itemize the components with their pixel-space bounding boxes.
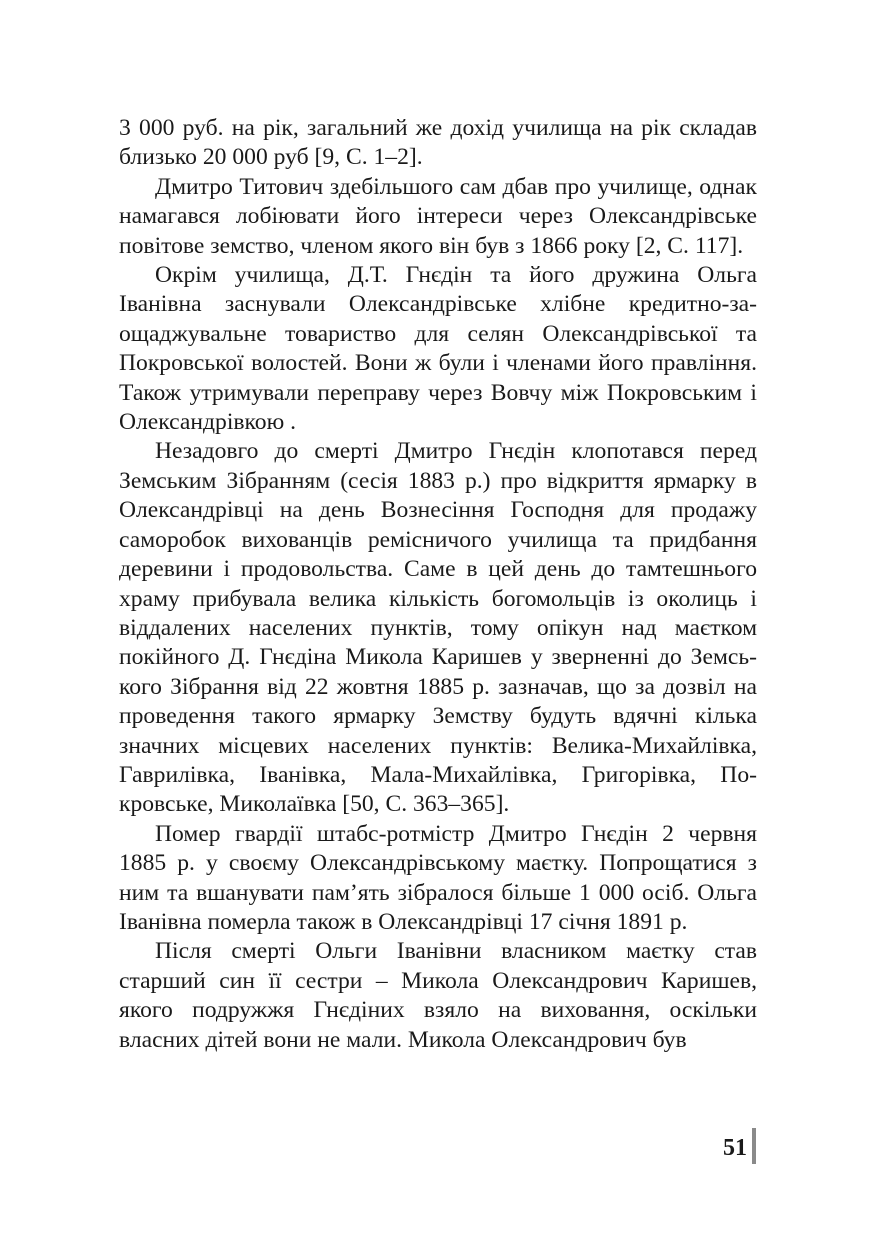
paragraph-2: Дмитро Титович здебільшого сам дбав про училище, однак намагався лобіювати його інтереси через Олександрівське повітове земство, членом якого він був з 1866 року [2, С. 117]. bbox=[119, 173, 757, 259]
paragraph-5: Помер гвардії штабс-ротмістр Дмитро Гнєдін 2 червня 1885 р. у своєму Олександрівському маєтку. Попрощатися з ним та вшанувати пам’ять зібралося більше 1 000 осіб. Ольга Іванівна померла також в Олександрівці 17 січня 1891 р. bbox=[119, 820, 757, 935]
page-body bbox=[119, 114, 757, 1055]
page-number: 51 bbox=[723, 1135, 747, 1161]
paragraph-1: 3 000 руб. на рік, загальний же дохід училища на рік складав близько 20 000 руб [9, С. 1–2]. bbox=[119, 115, 757, 171]
paragraph-4: Незадовго до смерті Дмитро Гнєдін клопотався перед Земським Зібранням (сесія 1883 р.) про відкриття ярмарку в Олександрівці на день Вознесіння Господня для продажу саморобок вихованців ремісничого училища та придбання деревини і продовольства. Саме в цей день до тамтешнього храму прибувала велика кількість богомольців із околиць і віддалених населених пунктів, тому опікун над маєтком покійного Д. Гнєдіна Микола Каришев у зверненні до Земського Зібрання від 22 жовтня 1885 р. зазначав, що за дозвіл на проведення такого ярмарку Земству будуть вдячні кілька значних місцевих населених пунктів: Велика-Михайлівка, Гаврилівка, Іванівка, Мала-Михайлівка, Григорівка, Покровське, Миколаївка [50, С. 363–365]. bbox=[119, 438, 757, 818]
paragraph-3: Окрім училища, Д.Т. Гнєдін та його дружина Ольга Іванівна заснували Олександрівське хлібне кредитно-заощаджувальне товариство для селян Олександрівської та Покровської волостей. Вони ж були і членами його правління. Також утримували переправу через Вовчу між Покровським і Олександрівкою . bbox=[119, 262, 757, 436]
paragraph-6: Після смерті Ольги Іванівни власником маєтку став старший син її сестри – Микола Олександрович Каришев, якого подружжя Гнєдіних взяло на виховання, оскільки власних дітей вони не мали. Микола Олександрович був bbox=[119, 938, 757, 1053]
page-number-rule bbox=[752, 1128, 756, 1164]
